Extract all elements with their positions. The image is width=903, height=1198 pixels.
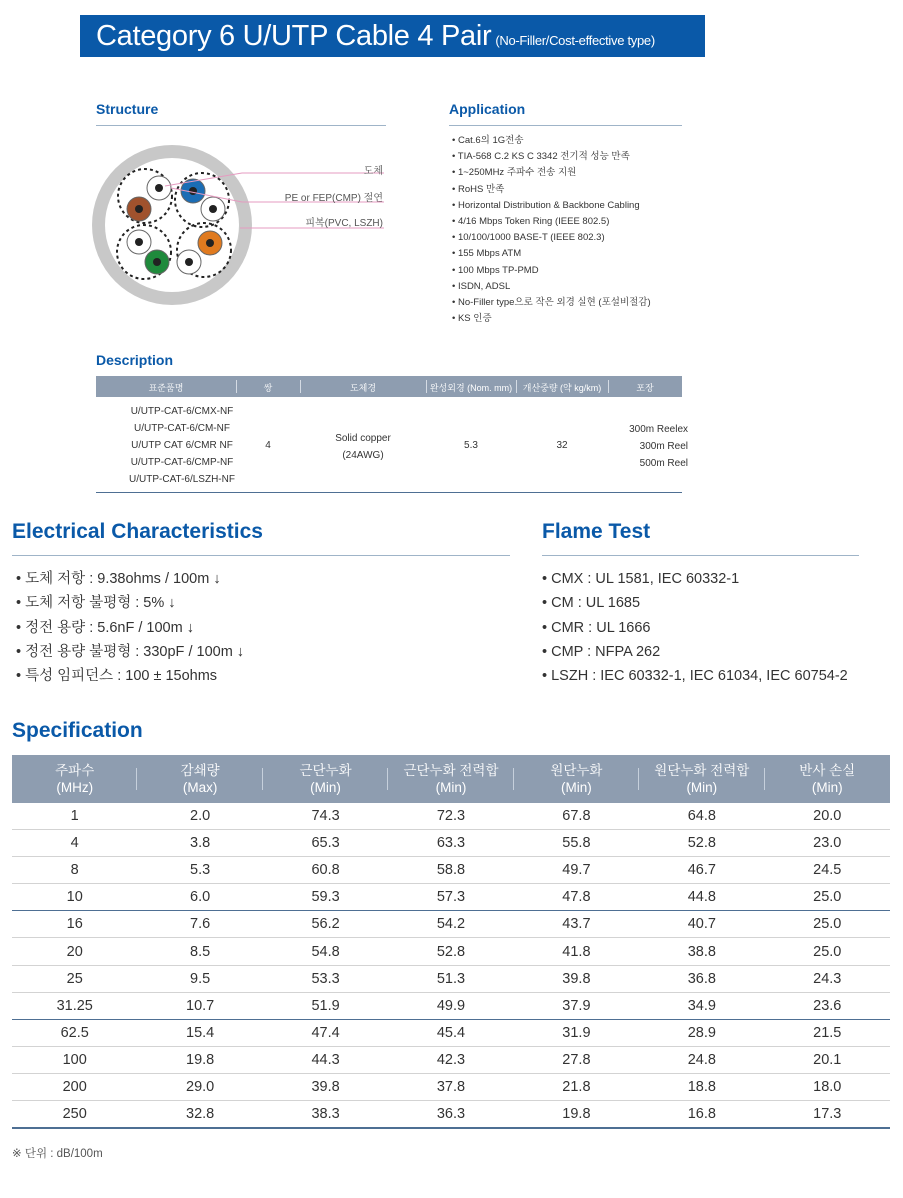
spec-cell: 16 [12, 911, 137, 938]
electrical-rule [12, 555, 510, 556]
spec-cell: 57.3 [388, 884, 513, 911]
electrical-item: • 정전 용량 : 5.6nF / 100m ↓ [16, 616, 244, 640]
product-name: U/UTP-CAT-6/LSZH-NF [129, 474, 235, 485]
spec-cell: 18.0 [765, 1073, 890, 1100]
spec-cell: 38.8 [639, 938, 764, 965]
flame-rule [542, 555, 859, 556]
spec-cell: 1 [12, 803, 137, 830]
spec-cell: 60.8 [263, 857, 388, 884]
spec-cell: 47.8 [514, 884, 639, 911]
conductor-line: Solid copper [335, 433, 391, 444]
spec-cell: 20 [12, 938, 137, 965]
spec-cell: 59.3 [263, 884, 388, 911]
spec-row [12, 1046, 890, 1073]
unit-note: ※ 단위 : dB/100m [12, 1148, 103, 1160]
electrical-item: • 정전 용량 불평형 : 330pF / 100m ↓ [16, 640, 244, 664]
spec-cell: 49.7 [514, 857, 639, 884]
spec-cell: 49.9 [388, 992, 513, 1019]
spec-cell: 250 [12, 1101, 137, 1129]
spec-cell: 21.5 [765, 1019, 890, 1046]
application-item: • Horizontal Distribution & Backbone Cabling [452, 198, 651, 214]
spec-row [12, 830, 890, 857]
desc-pairs-value: 4 [265, 440, 271, 451]
application-list [452, 133, 651, 327]
spec-cell: 20.0 [765, 803, 890, 830]
spec-cell: 67.8 [514, 803, 639, 830]
electrical-heading: Electrical Characteristics [12, 520, 263, 543]
title-banner [80, 15, 705, 57]
spec-cell: 7.6 [137, 911, 262, 938]
spec-cell: 41.8 [514, 938, 639, 965]
spec-cell: 3.8 [137, 830, 262, 857]
packing-item: 300m Reelex [629, 424, 688, 435]
spec-row [12, 857, 890, 884]
spec-cell: 51.3 [388, 965, 513, 992]
spec-cell: 8.5 [137, 938, 262, 965]
spec-cell: 53.3 [263, 965, 388, 992]
spec-cell: 31.9 [514, 1019, 639, 1046]
desc-packing-value [600, 421, 688, 472]
description-table-header [96, 376, 682, 397]
spec-cell: 39.8 [263, 1073, 388, 1100]
desc-od-value: 5.3 [464, 440, 478, 451]
spec-cell: 63.3 [388, 830, 513, 857]
spec-cell: 40.7 [639, 911, 764, 938]
spec-cell: 44.3 [263, 1046, 388, 1073]
spec-row [12, 803, 890, 830]
spec-cell: 72.3 [388, 803, 513, 830]
spec-cell: 4 [12, 830, 137, 857]
spec-row [12, 1101, 890, 1129]
spec-cell: 52.8 [639, 830, 764, 857]
spec-cell: 58.8 [388, 857, 513, 884]
spec-cell: 19.8 [514, 1101, 639, 1129]
application-item: • Cat.6의 1G전송 [452, 133, 651, 149]
spec-row [12, 884, 890, 911]
spec-cell: 44.8 [639, 884, 764, 911]
electrical-item: • 도체 저항 불평형 : 5% ↓ [16, 591, 244, 615]
spec-cell: 24.5 [765, 857, 890, 884]
application-item: • KS 인증 [452, 311, 651, 327]
packing-item: 300m Reel [639, 441, 688, 452]
application-item: • No-Filler type으로 작은 외경 실현 (포설비절감) [452, 295, 651, 311]
spec-cell: 19.8 [137, 1046, 262, 1073]
spec-cell: 54.8 [263, 938, 388, 965]
spec-cell: 18.8 [639, 1073, 764, 1100]
spec-body [12, 803, 890, 1128]
structure-rule [96, 125, 386, 126]
spec-cell: 52.8 [388, 938, 513, 965]
spec-cell: 100 [12, 1046, 137, 1073]
spec-cell: 5.3 [137, 857, 262, 884]
spec-row [12, 992, 890, 1019]
product-name: U/UTP-CAT-6/CMX-NF [130, 406, 234, 417]
flame-list [542, 567, 848, 688]
spec-header-row [12, 755, 890, 803]
spec-col-fext: 원단누화 (Min) [514, 755, 639, 803]
spec-row [12, 1073, 890, 1100]
spec-cell: 17.3 [765, 1101, 890, 1129]
electrical-list [16, 567, 244, 688]
desc-col-od: 완성외경 (Nom. mm) [429, 383, 513, 393]
flame-heading: Flame Test [542, 520, 651, 543]
spec-row [12, 965, 890, 992]
spec-cell: 34.9 [639, 992, 764, 1019]
application-item: • 100 Mbps TP-PMD [452, 263, 651, 279]
spec-cell: 10.7 [137, 992, 262, 1019]
spec-row [12, 1019, 890, 1046]
spec-cell: 65.3 [263, 830, 388, 857]
desc-col-weight: 개산중량 (약 kg/km) [522, 383, 602, 393]
application-heading: Application [449, 101, 526, 117]
spec-cell: 6.0 [137, 884, 262, 911]
spec-cell: 21.8 [514, 1073, 639, 1100]
application-item: • RoHS 만족 [452, 182, 651, 198]
specification-heading: Specification [12, 719, 143, 742]
spec-col-next: 근단누화 (Min) [263, 755, 388, 803]
spec-cell: 43.7 [514, 911, 639, 938]
spec-cell: 64.8 [639, 803, 764, 830]
spec-cell: 200 [12, 1073, 137, 1100]
application-item: • 10/100/1000 BASE-T (IEEE 802.3) [452, 230, 651, 246]
structure-heading: Structure [96, 101, 159, 117]
desc-col-name: 표준품명 [148, 383, 184, 393]
flame-item: • LSZH : IEC 60332-1, IEC 61034, IEC 60754-2 [542, 664, 848, 688]
spec-cell: 25 [12, 965, 137, 992]
spec-cell: 36.3 [388, 1101, 513, 1129]
spec-row [12, 911, 890, 938]
spec-cell: 9.5 [137, 965, 262, 992]
spec-row [12, 938, 890, 965]
product-name: U/UTP-CAT-6/CMP-NF [130, 457, 234, 468]
label-insulation: PE or FEP(CMP) 절연 [284, 193, 383, 204]
packing-item: 500m Reel [639, 458, 688, 469]
application-rule [449, 125, 682, 126]
flame-item: • CMR : UL 1666 [542, 616, 848, 640]
spec-cell: 51.9 [263, 992, 388, 1019]
label-conductor: 도체 [363, 166, 383, 177]
spec-col-frequency: 주파수 (MHz) [12, 755, 137, 803]
spec-cell: 56.2 [263, 911, 388, 938]
spec-cell: 54.2 [388, 911, 513, 938]
spec-cell: 39.8 [514, 965, 639, 992]
desc-conductor-value [300, 430, 426, 464]
electrical-item: • 도체 저항 : 9.38ohms / 100m ↓ [16, 567, 244, 591]
spec-col-attenuation: 감쇄량 (Max) [137, 755, 262, 803]
spec-cell: 20.1 [765, 1046, 890, 1073]
spec-cell: 24.8 [639, 1046, 764, 1073]
page-title: Category 6 U/UTP Cable 4 Pair (No-Filler/Cost-effective type) [96, 20, 655, 52]
spec-cell: 15.4 [137, 1019, 262, 1046]
spec-cell: 42.3 [388, 1046, 513, 1073]
spec-cell: 36.8 [639, 965, 764, 992]
application-item: • ISDN, ADSL [452, 279, 651, 295]
spec-cell: 24.3 [765, 965, 890, 992]
spec-cell: 47.4 [263, 1019, 388, 1046]
spec-cell: 55.8 [514, 830, 639, 857]
electrical-item: • 특성 임피던스 : 100 ± 15ohms [16, 664, 244, 688]
spec-cell: 23.6 [765, 992, 890, 1019]
spec-cell: 27.8 [514, 1046, 639, 1073]
spec-cell: 10 [12, 884, 137, 911]
spec-cell: 25.0 [765, 884, 890, 911]
description-table-bottom-rule [96, 492, 682, 493]
specification-table [12, 755, 890, 1129]
flame-item: • CM : UL 1685 [542, 591, 848, 615]
label-jacket: 피복(PVC, LSZH) [305, 218, 383, 229]
conductor-line: (24AWG) [342, 450, 384, 461]
application-item: • TIA-568 C.2 KS C 3342 전기적 성능 만족 [452, 149, 651, 165]
spec-cell: 29.0 [137, 1073, 262, 1100]
spec-cell: 45.4 [388, 1019, 513, 1046]
desc-col-packing: 포장 [636, 383, 654, 393]
spec-cell: 28.9 [639, 1019, 764, 1046]
spec-cell: 16.8 [639, 1101, 764, 1129]
desc-col-pairs: 쌍 [263, 383, 273, 393]
spec-cell: 74.3 [263, 803, 388, 830]
spec-cell: 31.25 [12, 992, 137, 1019]
application-item: • 155 Mbps ATM [452, 246, 651, 262]
spec-cell: 37.9 [514, 992, 639, 1019]
spec-cell: 37.8 [388, 1073, 513, 1100]
flame-item: • CMP : NFPA 262 [542, 640, 848, 664]
page-subtitle: (No-Filler/Cost-effective type) [495, 33, 655, 48]
spec-cell: 8 [12, 857, 137, 884]
product-name: U/UTP-CAT-6/CM-NF [134, 423, 230, 434]
spec-cell: 62.5 [12, 1019, 137, 1046]
spec-cell: 23.0 [765, 830, 890, 857]
spec-col-psnext: 근단누화 전력합 (Min) [388, 755, 513, 803]
desc-col-conductor: 도체경 [349, 383, 377, 393]
spec-cell: 25.0 [765, 911, 890, 938]
flame-item: • CMX : UL 1581, IEC 60332-1 [542, 567, 848, 591]
desc-weight-value: 32 [556, 440, 568, 451]
spec-col-psfext: 원단누화 전력합 (Min) [639, 755, 764, 803]
spec-cell: 2.0 [137, 803, 262, 830]
product-name: U/UTP CAT 6/CMR NF [131, 440, 233, 451]
spec-cell: 38.3 [263, 1101, 388, 1129]
application-item: • 1~250MHz 주파수 전송 지원 [452, 165, 651, 181]
spec-col-return-loss: 반사 손실 (Min) [765, 755, 890, 803]
application-item: • 4/16 Mbps Token Ring (IEEE 802.5) [452, 214, 651, 230]
spec-cell: 25.0 [765, 938, 890, 965]
spec-cell: 46.7 [639, 857, 764, 884]
spec-cell: 32.8 [137, 1101, 262, 1129]
description-heading: Description [96, 352, 174, 368]
